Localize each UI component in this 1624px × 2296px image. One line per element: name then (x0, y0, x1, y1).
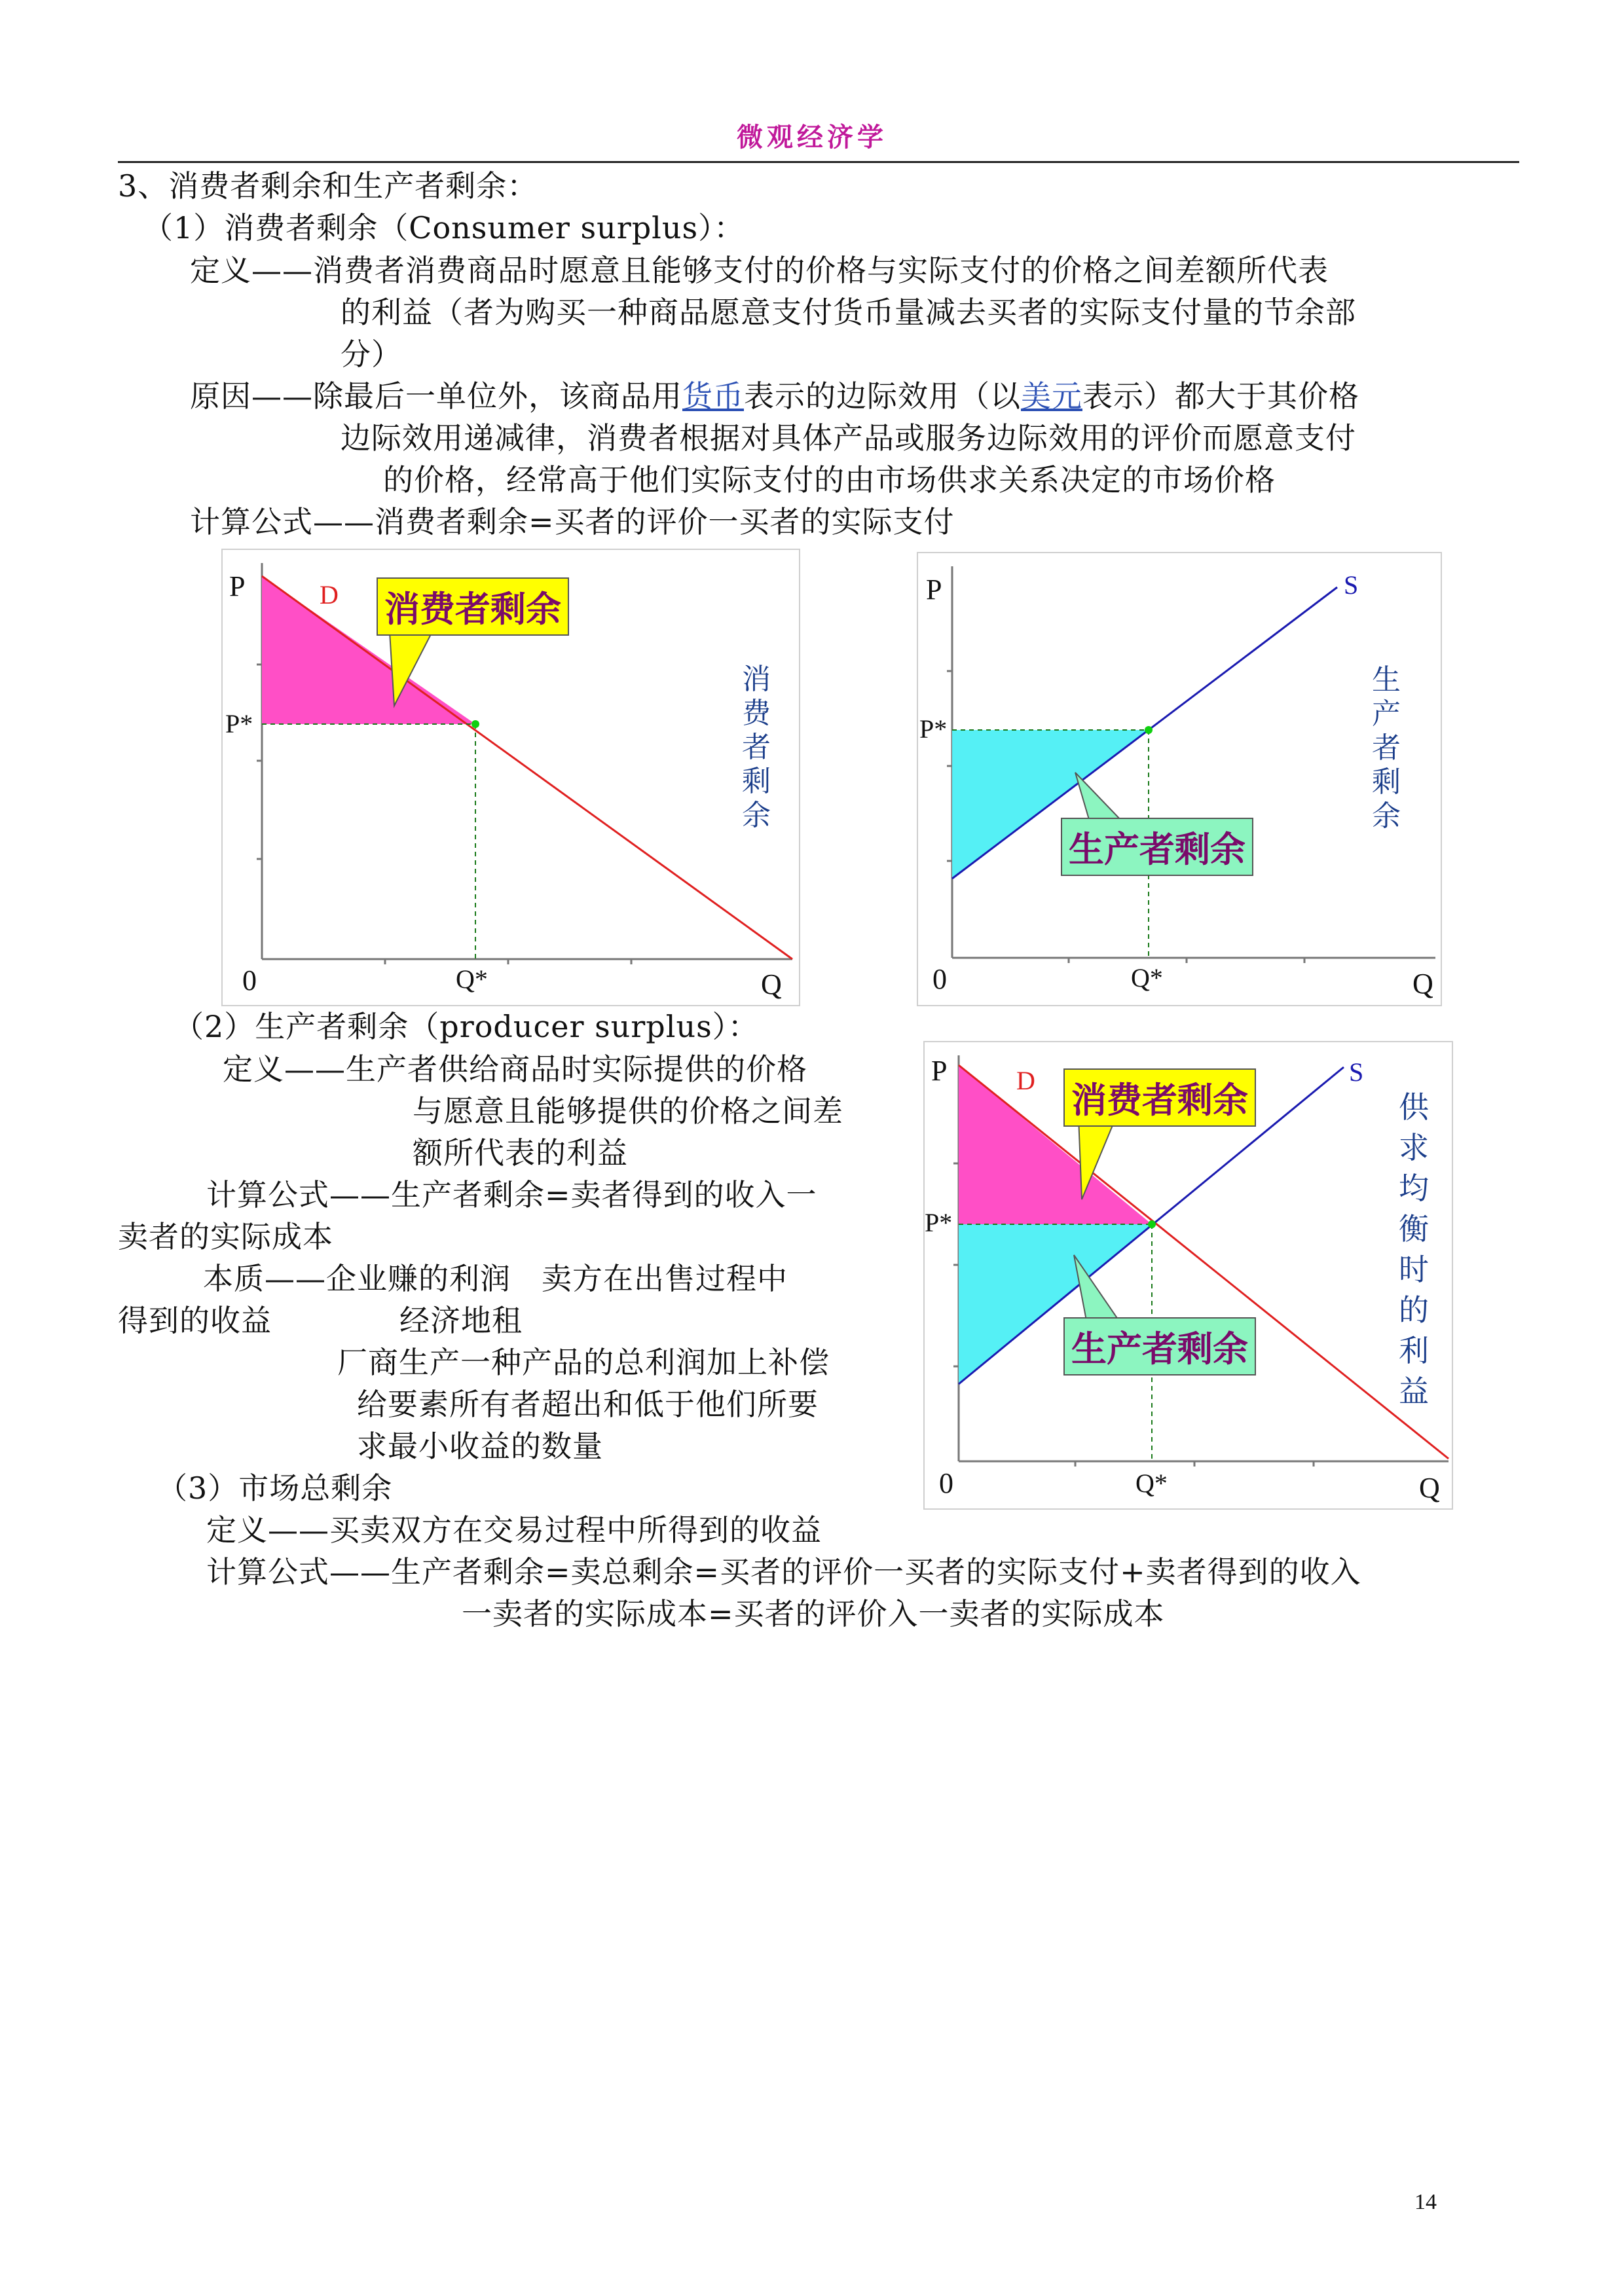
producer-definition-cont2: 额所代表的利益 (413, 1135, 628, 1171)
demand-label: D (1016, 1066, 1035, 1095)
supply-label: S (1344, 570, 1359, 600)
dollar-link[interactable]: 美元 (1021, 378, 1082, 414)
producer-essence-cont: 得到的收益 (118, 1303, 272, 1338)
economic-rent: 经济地租 (399, 1303, 523, 1338)
consumer-reason-cont: 边际效用递减律，消费者根据对具体产品或服务边际效用的评价而愿意支付 (341, 420, 1356, 456)
qstar-label: Q* (1135, 1468, 1168, 1498)
qstar-label: Q* (1131, 963, 1163, 993)
total-definition: 定义——买卖双方在交易过程中所得到的收益 (206, 1512, 822, 1548)
consumer-reason-cont2: 的价格，经常高于他们实际支付的由市场供求关系决定的市场价格 (383, 462, 1276, 498)
consumer-surplus-callout: 消费者剩余 (377, 577, 569, 636)
consumer-definition-cont: 的利益（者为购买一种商品愿意支付货币量减去买者的实际支付量的节余部 (341, 295, 1356, 330)
axis-q-label: Q (1412, 968, 1433, 1000)
producer-essence-detail-cont2: 求最小收益的数量 (357, 1429, 603, 1464)
demand-label: D (320, 580, 339, 610)
consumer-surplus-side-label: 消费者剩余 (742, 663, 771, 832)
pstar-label: P* (925, 1208, 953, 1237)
producer-essence-detail: 厂商生产一种产品的总利润加上补偿 (337, 1345, 830, 1380)
axis-p-label: P (926, 574, 942, 606)
consumer-reason (190, 376, 1359, 416)
origin-label: 0 (932, 963, 947, 995)
section-heading: 3、消费者剩余和生产者剩余： (118, 168, 538, 204)
reason-text-a: 原因——除最后一单位外，该商品用 (190, 378, 682, 414)
axis-p-label: P (931, 1055, 948, 1087)
producer-formula-cont: 卖者的实际成本 (118, 1219, 333, 1254)
producer-surplus-callout: 生产者剩余 (1063, 1317, 1256, 1376)
subsection-producer-heading: （2）生产者剩余（producer surplus）： (174, 1009, 759, 1044)
producer-essence-detail-cont: 给要素所有者超出和低于他们所要 (357, 1387, 819, 1422)
subsection-total-heading: （3）市场总剩余 (157, 1470, 393, 1506)
supply-label: S (1349, 1057, 1364, 1087)
equilibrium-surplus-chart (923, 1041, 1453, 1510)
consumer-definition: 定义——消费者消费商品时愿意且能够支付的价格与实际支付的价格之间差额所代表 (190, 253, 1329, 288)
total-formula: 计算公式——生产者剩余=卖总剩余=买者的评价一买者的实际支付+卖者得到的收入 (206, 1554, 1361, 1590)
header-rule (118, 161, 1519, 163)
money-link[interactable]: 货币 (682, 378, 744, 414)
producer-surplus-side-label: 生产者剩余 (1372, 663, 1401, 833)
subsection-consumer-heading: （1）消费者剩余（Consumer surplus）： (143, 210, 745, 246)
axis-q-label: Q (761, 968, 782, 1000)
total-formula-cont: 一卖者的实际成本=买者的评价入一卖者的实际成本 (462, 1596, 1165, 1631)
producer-surplus-callout: 生产者剩余 (1061, 818, 1253, 876)
reason-text-c: 表示）都大于其价格 (1082, 378, 1359, 414)
pstar-label: P* (919, 714, 948, 744)
producer-definition: 定义——生产者供给商品时实际提供的价格 (223, 1051, 807, 1087)
producer-formula: 计算公式——生产者剩余=卖者得到的收入一 (206, 1177, 817, 1212)
consumer-surplus-chart (221, 549, 800, 1006)
reason-text-b: 表示的边际效用（以 (744, 378, 1021, 414)
axis-p-label: P (229, 570, 246, 602)
axis-q-label: Q (1419, 1472, 1440, 1504)
equilibrium-side-label: 供求均衡时的利益 (1399, 1089, 1429, 1409)
producer-surplus-chart (917, 552, 1442, 1006)
consumer-definition-cont2: 分） (341, 337, 402, 372)
pstar-label: P* (225, 709, 253, 738)
consumer-surplus-callout: 消费者剩余 (1063, 1068, 1256, 1127)
producer-definition-cont: 与愿意且能够提供的价格之间差 (413, 1093, 843, 1129)
origin-label: 0 (939, 1467, 953, 1499)
origin-label: 0 (242, 964, 257, 996)
qstar-label: Q* (456, 964, 488, 994)
page-number: 14 (1414, 2190, 1437, 2214)
consumer-formula: 计算公式——消费者剩余=买者的评价一买者的实际支付 (190, 504, 955, 539)
producer-essence: 本质——企业赚的利润 卖方在出售过程中 (203, 1261, 788, 1296)
page-header: 微观经济学 (737, 122, 887, 153)
